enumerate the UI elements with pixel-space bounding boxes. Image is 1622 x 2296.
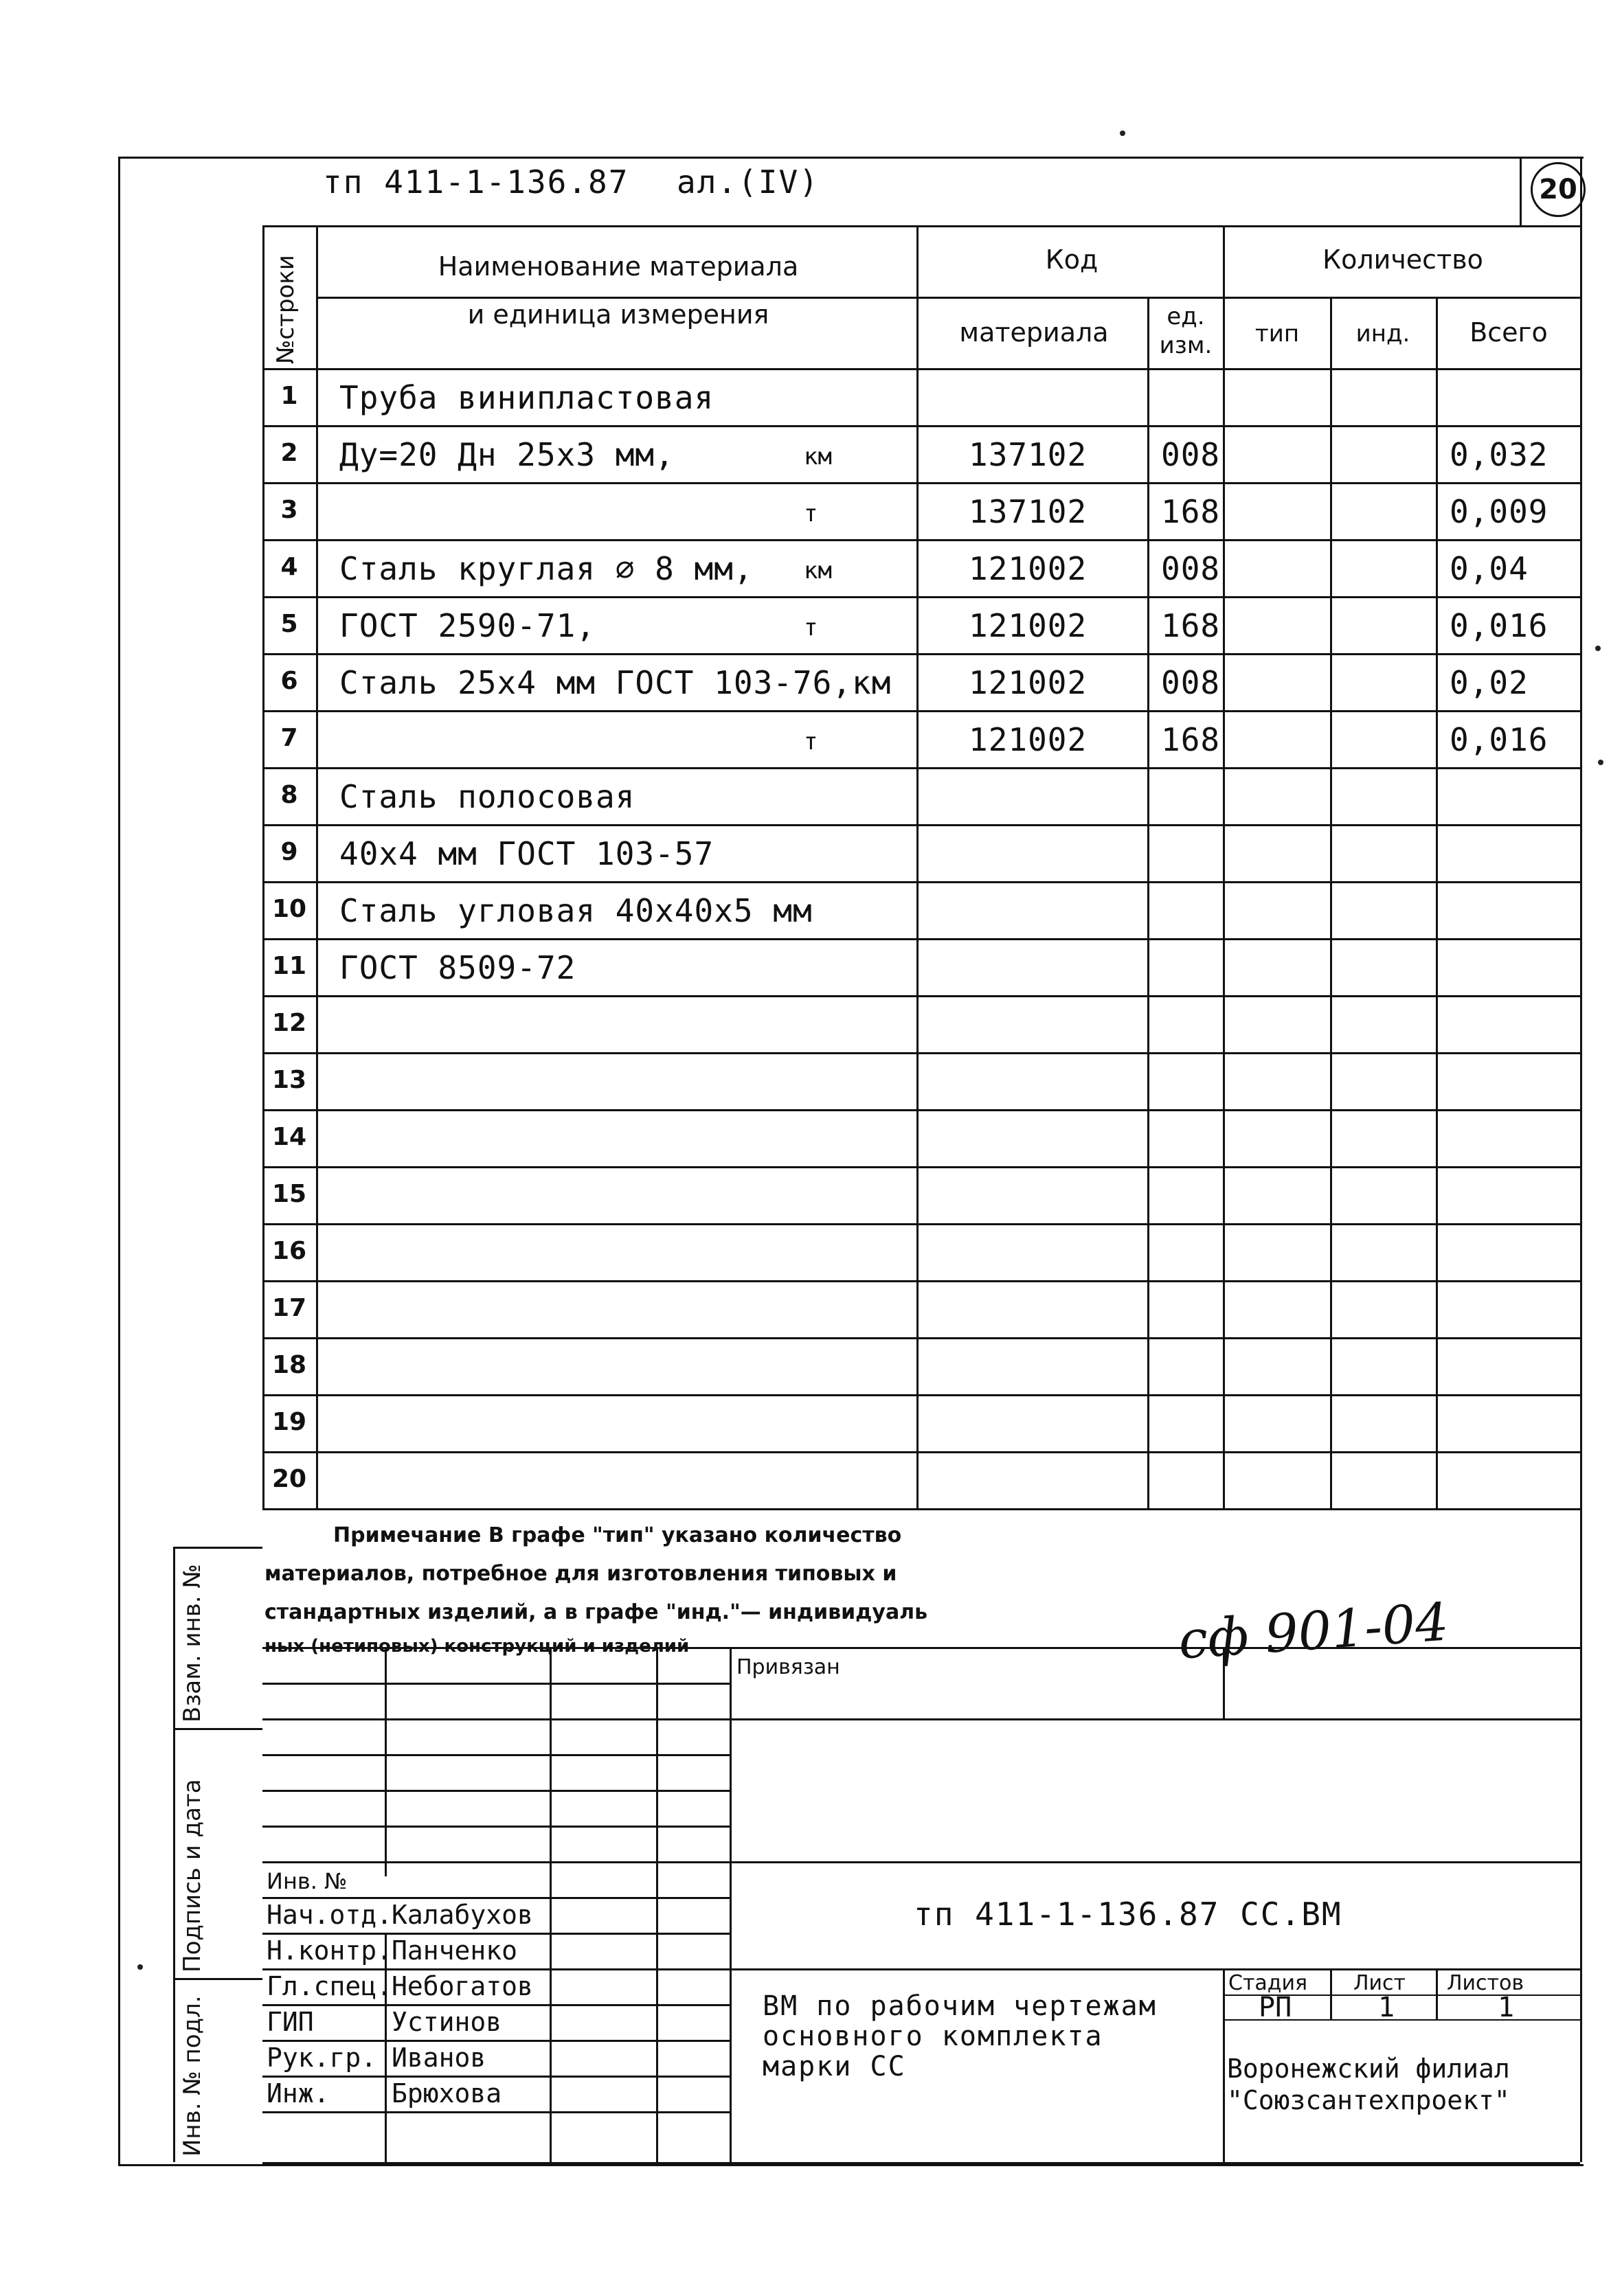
row-line	[262, 1394, 1580, 1396]
row-code: 121002	[969, 721, 1088, 758]
row-qty-total: 0,032	[1450, 436, 1548, 473]
header-qty-total: Всего	[1469, 317, 1548, 348]
row-code-unit: 008	[1161, 664, 1221, 701]
page-frame	[118, 157, 1584, 2166]
header-code: Код	[1045, 245, 1099, 275]
tb-stage: РП	[1259, 1992, 1292, 2023]
side-label-vzam: Взам. инв. №	[179, 1564, 206, 1723]
tb-col-a-top	[385, 1647, 387, 1876]
header-code-unit: ед. изм.	[1159, 303, 1213, 359]
row-number: 4	[280, 553, 298, 581]
table-top-line	[262, 225, 1580, 227]
scan-speck	[137, 1964, 143, 1970]
tb-sheets-label: Листов	[1447, 1971, 1524, 1995]
header-name-line1: Наименование материала	[438, 251, 799, 282]
col-line-5	[1330, 297, 1332, 1508]
header-code-material: материала	[959, 317, 1109, 348]
table-header-bottom	[262, 368, 1580, 370]
row-number: 17	[271, 1294, 307, 1322]
staff-role: Рук.гр.	[267, 2043, 377, 2073]
side-label-inv-podl: Инв. № подл.	[179, 1995, 206, 2157]
header-qty-ind: инд.	[1355, 320, 1410, 348]
staff-name: Панченко	[392, 1935, 518, 1966]
page-number: 20	[1531, 162, 1586, 217]
row-line	[262, 881, 1580, 883]
row-qty-total: 0,04	[1450, 550, 1529, 587]
tb-col-e	[1223, 1647, 1225, 1718]
row-qty-total: 0,016	[1450, 607, 1548, 644]
page-frame-right	[1580, 157, 1582, 2162]
row-code: 137102	[969, 493, 1088, 530]
col-line-3	[1147, 297, 1149, 1508]
tb-description-3: марки СС	[763, 2051, 906, 2082]
side-top	[173, 1547, 262, 1549]
staff-name: Иванов	[392, 2043, 486, 2073]
tb-line-bottom	[262, 2162, 1580, 2164]
handwritten-code: сф 901-04	[1176, 1591, 1451, 1671]
row-material-name: Сталь угловая 40х40х5 мм	[339, 892, 813, 929]
col-line-6	[1436, 297, 1438, 1508]
row-number: 1	[280, 382, 298, 410]
row-line	[262, 938, 1580, 940]
tb-line-j	[262, 2111, 730, 2113]
row-line	[262, 1451, 1580, 1453]
tb-organization-2: "Союзсантехпроект"	[1227, 2085, 1510, 2115]
col-line-1	[316, 225, 318, 1508]
row-number: 3	[280, 496, 298, 524]
staff-role: ГИП	[267, 2007, 314, 2037]
tb-col-d	[730, 1647, 732, 2162]
tb-line-2	[262, 1718, 1580, 1720]
col-line-0	[262, 225, 264, 1508]
tb-col-a-bot	[385, 1933, 387, 2162]
tb-line-b	[262, 1754, 730, 1756]
staff-name: Калабухов	[392, 1900, 533, 1930]
scan-speck	[1595, 646, 1601, 651]
row-line	[262, 767, 1580, 769]
row-code-unit: 168	[1161, 721, 1221, 758]
tb-stage-label: Стадия	[1228, 1971, 1308, 1995]
row-code: 121002	[969, 664, 1088, 701]
tb-sheets: 1	[1498, 1992, 1515, 2023]
row-number: 14	[271, 1123, 307, 1151]
row-code-unit: 008	[1161, 436, 1221, 473]
tb-description-1: ВМ по рабочим чертежам	[763, 1990, 1157, 2022]
tb-col-c	[656, 1647, 658, 2162]
table-subheader-line	[317, 297, 1580, 299]
row-code: 121002	[969, 550, 1088, 587]
tb-privyazan: Привязан	[736, 1655, 840, 1679]
row-number: 8	[280, 781, 298, 809]
row-number: 10	[271, 895, 307, 923]
tb-line-d	[262, 1826, 730, 1828]
note-line-3: стандартных изделий, а в графе "инд."— индивидуаль	[264, 1600, 928, 1624]
row-material-name: Труба винипластовая	[339, 379, 714, 416]
row-line	[262, 539, 1580, 541]
row-number: 16	[271, 1237, 307, 1265]
tb-line-1	[262, 1647, 1580, 1649]
row-material-name: Ду=20 Дн 25х3 мм,	[339, 436, 675, 473]
tb-sheet: 1	[1378, 1992, 1395, 2023]
tb-description-2: основного комплекта	[763, 2021, 1103, 2052]
row-line	[262, 995, 1580, 997]
side-div-1	[173, 1728, 262, 1730]
tb-col-h	[1436, 1968, 1438, 2019]
row-unit: т	[804, 500, 818, 527]
note-line-2: материалов, потребное для изготовления типовых и	[264, 1562, 897, 1586]
tb-line-e	[262, 1897, 730, 1899]
col-line-4	[1223, 225, 1225, 1508]
row-line	[262, 710, 1580, 712]
row-number: 19	[271, 1408, 307, 1436]
row-number: 20	[271, 1465, 307, 1493]
row-qty-total: 0,016	[1450, 721, 1548, 758]
row-line	[262, 653, 1580, 655]
row-number: 15	[271, 1180, 307, 1208]
document-sheet-ref: ал.(IV)	[677, 163, 820, 201]
note-line-4: ных (нетиповых) конструкций и изделий	[264, 1636, 690, 1657]
staff-role: Нач.отд.	[267, 1900, 393, 1930]
col-line-2	[916, 225, 919, 1508]
header-qty-type: тип	[1254, 320, 1300, 348]
tb-line-f	[262, 1933, 730, 1935]
row-number: 11	[271, 952, 307, 980]
tb-line-i	[262, 2076, 730, 2078]
tb-organization-1: Воронежский филиал	[1227, 2054, 1510, 2084]
note-line-1: Примечание В графе "тип" указано количество	[333, 1523, 902, 1547]
row-number: 2	[280, 439, 298, 467]
row-line	[262, 1337, 1580, 1339]
row-number: 6	[280, 667, 298, 695]
row-qty-total: 0,02	[1450, 664, 1529, 701]
tb-line-c	[262, 1790, 730, 1792]
header-row-num: №строки	[272, 255, 300, 364]
tb-line-a	[262, 1683, 730, 1685]
row-code: 121002	[969, 607, 1088, 644]
row-material-name: ГОСТ 8509-72	[339, 949, 576, 986]
tb-col-f	[1223, 1968, 1225, 2162]
header-quantity: Количество	[1322, 245, 1483, 275]
tb-line-h	[262, 2040, 730, 2042]
staff-role: Инж.	[267, 2078, 330, 2109]
tb-sheet-label: Лист	[1353, 1971, 1406, 1995]
staff-role: Гл.спец.	[267, 1971, 393, 2001]
staff-name: Брюхова	[392, 2078, 502, 2109]
row-line	[262, 482, 1580, 484]
table-bottom-line	[262, 1508, 1580, 1510]
row-unit: т	[804, 728, 818, 755]
staff-name: Устинов	[392, 2007, 502, 2037]
row-number: 7	[280, 724, 298, 752]
row-line	[262, 596, 1580, 598]
tb-code: тп 411-1-136.87 СС.ВМ	[914, 1896, 1342, 1933]
row-code-unit: 168	[1161, 607, 1221, 644]
row-line	[262, 1280, 1580, 1282]
side-div-2	[173, 1978, 262, 1980]
tb-line-g	[262, 2004, 730, 2006]
row-line	[262, 1052, 1580, 1054]
staff-role: Н.контр.	[267, 1935, 393, 1966]
row-material-name: Сталь 25х4 мм ГОСТ 103-76,км	[339, 664, 892, 701]
row-line	[262, 824, 1580, 826]
row-line	[262, 1223, 1580, 1225]
frame-top-extension	[756, 157, 1580, 159]
row-line	[262, 1109, 1580, 1111]
row-number: 13	[271, 1066, 307, 1094]
row-number: 18	[271, 1351, 307, 1379]
row-line	[262, 425, 1580, 427]
row-code-unit: 008	[1161, 550, 1221, 587]
staff-name: Небогатов	[392, 1971, 533, 2001]
tb-col-b	[550, 1647, 552, 2162]
row-material-name: ГОСТ 2590-71,	[339, 607, 596, 644]
tb-col-g	[1330, 1968, 1332, 2019]
header-name-line2: и единица измерения	[467, 299, 769, 330]
document-number: тп 411-1-136.87	[323, 163, 629, 201]
row-material-name: Сталь полосовая	[339, 778, 635, 815]
tb-inv-no: Инв. №	[267, 1868, 348, 1894]
scan-speck	[1120, 130, 1125, 136]
row-qty-total: 0,009	[1450, 493, 1548, 530]
row-code: 137102	[969, 436, 1088, 473]
row-number: 9	[280, 838, 298, 866]
tb-line-4	[262, 1968, 1580, 1970]
row-material-name: 40х4 мм ГОСТ 103-57	[339, 835, 714, 872]
row-number: 5	[280, 610, 298, 638]
row-number: 12	[271, 1009, 307, 1037]
tb-line-3	[262, 1861, 1580, 1863]
row-unit: км	[804, 443, 832, 470]
side-column-line	[173, 1547, 175, 2162]
scan-speck	[1598, 760, 1603, 765]
row-material-name: Сталь круглая ∅ 8 мм,	[339, 550, 754, 587]
row-unit: т	[804, 614, 818, 641]
row-line	[262, 1166, 1580, 1168]
side-label-podpis: Подпись и дата	[179, 1779, 206, 1973]
row-code-unit: 168	[1161, 493, 1221, 530]
row-unit: км	[804, 557, 832, 584]
